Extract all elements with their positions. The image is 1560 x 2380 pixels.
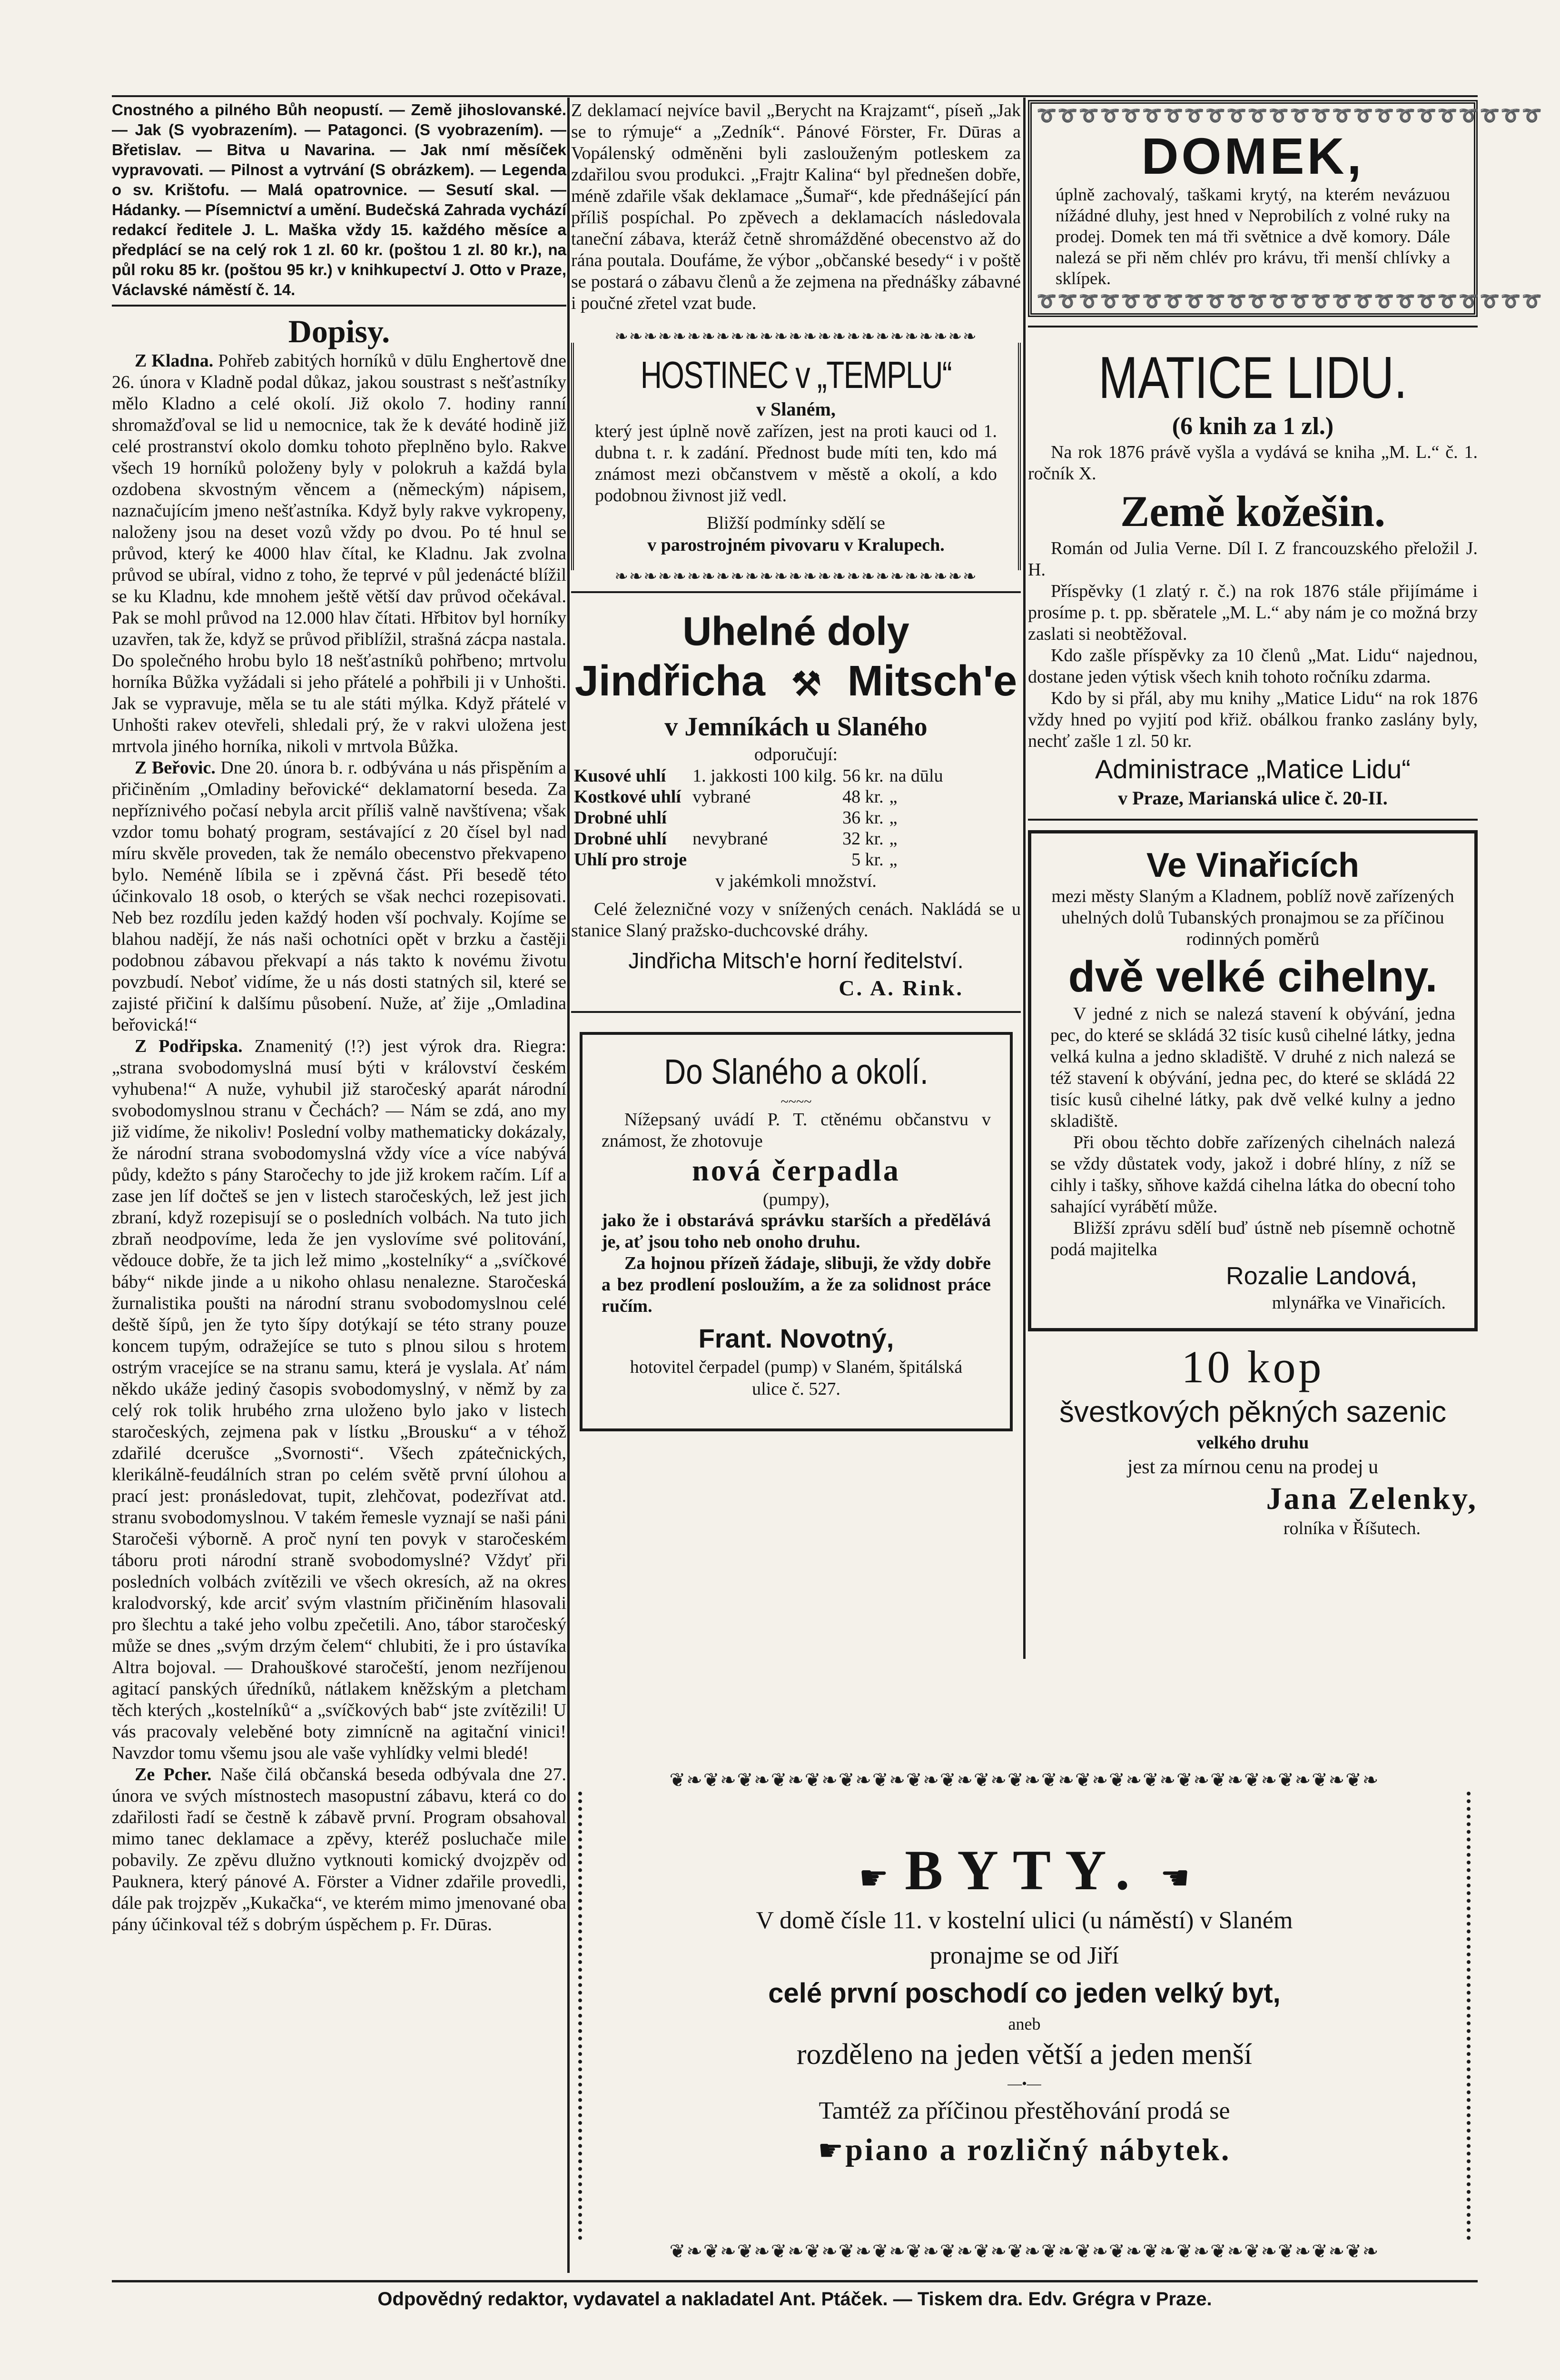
- coal-price-row: [571, 849, 946, 870]
- cihelny-big: dvě velké cihelny.: [1068, 952, 1438, 1001]
- ad-kop: [1028, 1341, 1478, 1539]
- uhelne-title: Uhelné doly: [682, 609, 909, 654]
- cihelny-text2: V jedné z nich se nalezá stavení k obývání, jedna pec, do které se skládá 32 tisíc kusů cihelné látky, jedna velká kulna a jedno skladiště. V druhé z nich nalezá se též stavení k obývání, jedna pec, do které se skládá 22 tisíc kusů cihelné látky, pak dvě velké kulny a jedno skladiště.: [1050, 1004, 1455, 1131]
- tilde-flourish: ~~~~: [780, 1094, 812, 1110]
- kop-line3: jest za mírnou cenu na prodej u: [1127, 1456, 1379, 1478]
- matice-line5: Kdo by si přál, aby mu knihy „Matice Lidu“ na rok 1876 vždy hned po vyjití pod křiž. obálkou franko zaslány byly, nechť zašle 1 zl. 50 kr.: [1028, 688, 1478, 751]
- uhelne-note2: Celé železničné vozy v snížených cenách. Nakládá se u stanice Slaný pražsko-duchcovské dráhy.: [571, 899, 1021, 941]
- domek-title: DOMEK,: [1141, 127, 1364, 185]
- uhelne-signature: Jindřicha Mitsch'e horní ředitelství.: [628, 948, 964, 973]
- coal-location: „: [889, 850, 898, 870]
- coal-location: „: [889, 787, 898, 807]
- matice-line3: Příspěvky (1 zlatý r. č.) na rok 1876 stále přijímáme i prosíme p. t. pp. sběratele „M. L.“ aby nám je co možná brzy zaslati si neobtěžoval.: [1028, 581, 1478, 644]
- intro-paragraph: Cnostného a pilného Bůh neopustí. — Země jihoslovanské. — Jak (S vyobrazením). — Patagonci. (S vyobrazením). — Břetislav. — Bitva u Navarina. — Jak nmí měsíček vypravovati. — Pilnost a vytrvání (S obrázkem). — Legenda o sv. Krištofu. — Malá opatrovnice. — Sesutí skal. — Hádanky. — Písemnictví a umění. Budečská Zahrada vychází redakcí ředitele J. L. Maška vždy 15. každého měsíce a předplácí se na celý rok 1 zl. 60 kr. (poštou 1 zl. 80 kr.), na půl roku 85 kr. (poštou 95 kr.) v knihkupectví J. Otto v Praze, Václavské náměstí č. 14.: [112, 101, 566, 298]
- coal-type: Kostkové uhlí: [574, 787, 681, 807]
- cerpadla-text3: Za hojnou přízeň žádaje, slibuji, že vždy dobře a bez prodlení posloužím, a že za solidnost práce ručím.: [602, 1253, 991, 1316]
- domek-ornament-bottom: ➰➰➰➰➰➰➰➰➰➰➰➰➰➰➰➰➰➰➰➰➰➰➰➰: [1037, 292, 1543, 311]
- byty-line5: rozděleno na jeden větší a jeden menší: [796, 2038, 1253, 2071]
- byty-line2: pronajme se od Jiří: [929, 1942, 1119, 1969]
- coal-price-table: [571, 765, 946, 870]
- ornament-left: [571, 343, 582, 570]
- uhelne-place: v Jemníkách u Slaného: [664, 712, 928, 742]
- coal-type: Drobné uhlí: [574, 829, 667, 849]
- hammers-icon: ⚒: [791, 665, 821, 703]
- column-rule-2: [1023, 98, 1026, 1659]
- kop-line2: velkého druhu: [1196, 1433, 1309, 1453]
- byty-flourish: —•—: [1007, 2076, 1041, 2092]
- coal-price: 32 kr.: [842, 829, 884, 849]
- column-2: [571, 100, 1021, 1431]
- intro-divider: [112, 305, 566, 307]
- hostinec-sub: v Slaném,: [756, 398, 836, 420]
- kladno-place: Z Kladna.: [135, 351, 214, 371]
- ad-cerpadla: [580, 1032, 1013, 1431]
- footer-imprint: Odpovědný redaktor, vydavatel a nakladatel Ant. Ptáček. — Tiskem dra. Edv. Grégra v Praze.: [377, 2289, 1212, 2310]
- uhelne-signer: C. A. Rink.: [839, 976, 964, 1000]
- matice-price: (6 knih za 1 zl.): [1172, 413, 1334, 440]
- byty-line6: Tamtéž za příčinou přestěhování prodá se: [819, 2097, 1230, 2124]
- byty-last-row: [578, 2129, 1471, 2172]
- berovic-article: [112, 757, 566, 1036]
- pointing-hand-icon: ☛: [818, 2135, 844, 2166]
- hostinec-where: v parostrojném pivovaru v Kralupech.: [647, 535, 945, 555]
- coal-price-row: [571, 807, 946, 828]
- cerpadla-pumpy: (pumpy),: [762, 1190, 830, 1210]
- uhelne-note1: v jakémkoli množství.: [715, 871, 877, 891]
- berovic-place: Z Beřovic.: [135, 758, 216, 778]
- pointing-hand-right-icon: ☚: [1160, 1860, 1190, 1897]
- matice-admin: Administrace „Matice Lidu“: [1095, 754, 1411, 784]
- kop-name: Jana Zelenky,: [1266, 1481, 1478, 1516]
- divider-cerpadla: [571, 1011, 1021, 1013]
- kladno-article: [112, 350, 566, 757]
- matice-line4: Kdo zašle příspěvky za 10 členů „Mat. Lidu“ najednou, dostane jeden výtisk všech knih tohoto ročníku zdarma.: [1028, 645, 1478, 687]
- podripska-place: Z Podřipska.: [135, 1036, 243, 1056]
- pcher-text: Naše čilá občanská beseda odbývala dne 27. února ve svých místnostech masopustní zábavu, která co do zdařilosti řadí se čestně k zábavě první. Program obsahoval mimo tanec deklamace a zpěvy, kteréž posluchače mile pobavily. Ze zpěvu dlužno vytknouti komický dvojzpěv od Pauknera, který pánové A. Förster a Vidner zdařile provedli, dále pak trojzpěv „Kukačka“, ve kterém mimo jmenované oba pány účinkoval též s dobrým úspěchem p. Fr. Dūras.: [112, 1765, 567, 1934]
- dopisy-heading: Dopisy.: [288, 313, 390, 349]
- uhelne-name: Jindřicha: [574, 657, 765, 705]
- divider-matice: [1028, 326, 1478, 327]
- ornament-bottom: ❧❧❧❧❧❧❧❧❧❧❧❧❧❧❧❧❧❧❧❧❧❧❧❧❧: [614, 567, 977, 586]
- ad-byty: [578, 1771, 1471, 2261]
- coal-location: „: [889, 829, 898, 849]
- cerpadla-title: Do Slaného a okolí.: [664, 1052, 928, 1091]
- ornament-right: [1010, 343, 1021, 570]
- coal-type: Drobné uhlí: [574, 808, 667, 828]
- cerpadla-big: nová čerpadla: [692, 1153, 900, 1187]
- ornament-top: ❧❧❧❧❧❧❧❧❧❧❧❧❧❧❧❧❧❧❧❧❧❧❧❧❧: [614, 327, 977, 346]
- ad-uhelne: [571, 607, 1021, 1002]
- ad-domek: [1028, 100, 1543, 317]
- column-1: [112, 100, 566, 1935]
- berovic-text: Dne 20. února b. r. odbývána u nás přispěním a přičiněním „Omladiny beřovické“ deklamatorní beseda. Za nepříznivého počasí nebyla arcit příliš valně navštívena; však vzdor tomu bohatý program, sestávající z 20 čísel byl nad míru skvěle proveden, tak že nemálo obecenstvo překvapeno bylo. Neméně líbila se i zpěvná část. Při besedě této účinkovalo 18 osob, o kterých se však nechci rozepisovati. Neb bez rozdílu jeden každý hoden vší pochvaly. Kojíme se blahou nadějí, že nás naši ochotníci opět v brzku a častěji podobnou zábavou překvapí a nás takto k novému životu povzbudí. Neboť vidíme, že u nás dosti statných sil, které se zajisté přičiní k dalšímu působení. Nuže, ať žije „Omladina beřovická!“: [112, 758, 567, 1035]
- byty-line1: V domě čísle 11. v kostelní ulici (u náměstí) v Slaném: [756, 1907, 1293, 1934]
- coal-price: 36 kr.: [842, 808, 884, 828]
- podripska-article: [112, 1036, 566, 1764]
- byty-line7: piano a rozličný nábytek.: [845, 2132, 1231, 2167]
- byty-line4: aneb: [1008, 2014, 1041, 2033]
- domek-text: úplně zachovalý, taškami krytý, na kterém nevázuou nížádné dluhy, jest hned v Neprobilích z volné ruky na prodej. Domek ten má tři světnice a dvě komory. Dále nalezá se při něm chlév pro krávu, tři menší chlívky a sklípek.: [1056, 185, 1450, 288]
- hostinec-info: Bližší podmínky sdělí se: [707, 513, 885, 533]
- matice-book: Země kožešin.: [1120, 487, 1386, 536]
- byty-border-right: [1458, 1792, 1471, 2240]
- coal-price-row: [571, 786, 946, 807]
- coal-price-row: [571, 765, 946, 786]
- uhelne-name2: Mitsch'e: [847, 657, 1017, 705]
- byty-border-left: [578, 1792, 591, 2240]
- kop-line1: švestkových pěkných sazenic: [1059, 1396, 1447, 1428]
- matice-addr: v Praze, Marianská ulice č. 20-II.: [1118, 787, 1388, 809]
- cihelny-role: mlynářka ve Vinařicích.: [1272, 1293, 1446, 1313]
- kladno-text: Pohřeb zabitých horníků v dūlu Enghertově dne 26. února v Kladně podal důkaz, jakou soustrast s nešťastníky mělo Kladno a celé okolí. Již okolo 7. hodiny ranní shromažďoval se lid u nemocnice, tak že k deváté hodině již celé prostranství okolo domku tohoto přeplněno bylo. Rakve všech 19 horníků položeny byly v polokruh a každá byla ozdobena skvostným věncem a (německým) nápisem, naznačujícím jmeno nešťastníka. Když byly rakve vykropeny, naloženy jsou na deset vozů vždy po dvou. Po té hnul se průvod, který ke 4000 hlav čítal, ke Kladnu. Jak zvolna průvod se ubíral, vidno z toho, že teprvé v půl jedenácté blížil se ku Kladnu, kde mnohem ještě větší dav průvod očekával. Pak se mohl průvod na 12.000 hlav čítati. Hřbitov byl horníky uzavřen, tak že, když se průvod přiblížil, strašná zácpa nastala. Do společného hrobu bylo 18 nešťastníků pohřbeno; mrtvolu horníka Bůžka vyžádali si jeho přátelé a pohřbili ji v Unhošti. Jak se vypravuje, měla se tu ale státi mýlka. Když přátelé v Unhošti rakev otevřeli, shledali prý, že v rakvi uložena jest mrtvola jiného horníka, nikoli v mrtvola Bůžka.: [112, 351, 566, 756]
- coal-quality: [690, 807, 839, 828]
- kop-role: rolníka v Říšutech.: [1283, 1518, 1421, 1538]
- cihelny-text1: mezi městy Slaným a Kladnem, poblíž nově zařízených uhelných dolů Tubanských pronajmou se za příčinou rodinných poměrů: [1051, 886, 1454, 949]
- coal-price-row: [571, 828, 946, 849]
- cihelny-name: Rozalie Landová,: [1226, 1262, 1417, 1290]
- cerpadla-addr: hotovitel čerpadel (pump) v Slaném, špitálská ulice č. 527.: [630, 1357, 963, 1399]
- coal-quality: nevybrané: [692, 829, 768, 849]
- domek-ornament-top: ➰➰➰➰➰➰➰➰➰➰➰➰➰➰➰➰➰➰➰➰➰➰➰➰: [1037, 106, 1543, 125]
- byty-title-row: [578, 1837, 1471, 1903]
- coal-quality: vybrané: [692, 787, 751, 807]
- pointing-hand-left-icon: ☛: [859, 1860, 889, 1897]
- coal-type: Uhlí pro stroje: [574, 850, 687, 870]
- coal-type: Kusové uhlí: [574, 766, 666, 786]
- coal-quality: [690, 849, 839, 870]
- column-3: [1028, 100, 1543, 1539]
- coal-location: na dūlu: [889, 766, 943, 786]
- divider-uhelne: [571, 591, 1021, 593]
- hostinec-title: HOSTINEC v „TEMPLU“: [640, 354, 952, 396]
- pcher-continuation: Z deklamací nejvíce bavil „Berycht na Krajzamt“, píseň „Jak se to rýmuje“ a „Zedník“. Pánové Förster, Fr. Dūras a Vopálenský odměněni byli zaslouženým potleskem za zdařilou svou produkci. „Frajtr Kalina“ byl přednešen dobře, méně zdařile však deklamace „Šumař“, kde přednášející pán příliš pospíchal. Po zpěvech a deklamacích následovala taneční zábava, kteráž četně shromážděné obecenstvo až do rána poutala. Doufáme, že výbor „občanské besedy“ i v poště se postará o zábavu členů a že zejmena na přednášky zábavné i poučné zřetel vzat bude.: [571, 100, 1021, 313]
- matice-section: [1028, 345, 1478, 810]
- coal-quality: 1. jakkosti 100 kilg.: [692, 766, 837, 786]
- cihelny-title: Ve Vinařicích: [1146, 846, 1359, 884]
- bottom-rule: [112, 2280, 1478, 2282]
- pcher-place: Ze Pcher.: [135, 1765, 212, 1785]
- podripska-text: Znamenitý (!?) jest výrok dra. Riegra: „strana svobodomyslná musí býti v království českém vyhubena!“ A nuže, vyhubil již staročeský aparát národní svobodomyslnou stranu v Čechách? — Nám se zdá, ano my již vidíme, že nikoliv! Poslední volby mathematicky dokázaly, že národní strana svobodomyslná vždy více a více nabývá půdy, kdežto s pány Staročechy to jde již krokem račím. Líf a zase jen líf dočteš se jen v listech staročeských, lež jest jich zbraní, když rozepisují se o posledních volbách. Na tuto jich zbraň neodpovíme, leda že jen vyslovíme své politování, vědouce dobře, že ta jich lež mimo „kostelníky“ a „svíčkové báby“ nikde jinde a u nikoho ohlasu nenalezne. Staročeská žurnalistika poušti na národní stranu svobodomyslnou celé deště šípů, jen že tyto šípy dotýkají se této strany pouze koncem tupým, odražejíce se tuto s plnou silou s hrotem ostrým vracejíce se na stranu samu, která je vyslala. Ať nám někdo ukáže jediný časopis svobodomyslný, v němž by za celý rok tolik hrubého zrna uloženo bylo jako v listech staročeských, zejmena pak v lístku „Brousku“ a v téhož zdařilé dcerušce „Svornosti“. Všech zpátečnických, klerikálně-feudálních stran po celém světě první úlohou a prací jest: pronásledovat, tupit, zlehčovat, podezřívat atd. stranu svobodomyslnou. V takém řemesle vyznají se naši páni Staročeši výborně. A proč nyní ten povyk v staročeském táboru proti národní straně svobodomyslné? Vždyť při posledních volbách zvítězili ve všech okresích, až na okres kralodvorský, kde arciť svým vlastním přičiněním hlasovali pro šlechtu a také jeho volbu zpečetili. Ano, tábor staročeský může se dnes „svým drzým čelem“ chlubiti, že i pro ústavíka Altra bojoval. — Drahouškové staročeští, jenom nezříjenou agitací panských úředníků, nátlakem kněžským a pletcham těch kterých „kostelníků“ a „svíčkových bab“ jste zvítězili! U vás pracovaly veleběné boty zimnícně na agitační vinici! Navzdor tomu všemu jsou ale vaše vyhlídky velmi bledé!: [112, 1036, 567, 1763]
- divider-cihelny: [1028, 819, 1478, 821]
- cihelny-text3: Při obou těchto dobře zařízených cihelnách nalezá se vždy důstatek vody, jakož i dobré hlíny, z níž se cihly i tašky, sňhove každá cihelna látka do obecní toho sahající vyrábětí může.: [1050, 1132, 1455, 1217]
- byty-ornament-top: ❦❧❦❧❦❧❦❧❦❧❦❧❦❧❦❧❦❧❦❧❦❧❦❧❦❧❦❧❦❧❦❧❦❧❦❧❦❧❦❧❦❧: [669, 1769, 1380, 1791]
- coal-price: 56 kr.: [842, 766, 884, 786]
- matice-title: MATICE LIDU.: [1098, 345, 1407, 411]
- coal-price: 5 kr.: [851, 850, 884, 870]
- coal-location: „: [889, 808, 898, 828]
- uhelne-sub: odporučují:: [754, 744, 838, 764]
- byty-ornament-bottom: ❦❧❦❧❦❧❦❧❦❧❦❧❦❧❦❧❦❧❦❧❦❧❦❧❦❧❦❧❦❧❦❧❦❧❦❧❦❧❦❧❦❧: [669, 2241, 1380, 2262]
- cihelny-text4: Bližší zprávu sdělí buď ústně neb písemně ochotně podá majitelka: [1050, 1218, 1455, 1259]
- cerpadla-text1: Nížepsaný uvádí P. T. ctěnému občanstvu v známost, že zhotovuje: [602, 1110, 991, 1151]
- byty-title: BYTY.: [905, 1838, 1144, 1902]
- byty-line3: celé první poschodí co jeden velký byt,: [768, 1978, 1281, 2009]
- cerpadla-text2: jako že i obstarává správku starších a předělává je, ať jsou toho neb onoho druhu.: [602, 1210, 991, 1252]
- top-rule: [112, 95, 1478, 97]
- matice-line2: Román od Julia Verne. Díl I. Z francouzského přeložil J. H.: [1028, 538, 1478, 580]
- matice-line1: Na rok 1876 právě vyšla a vydává se kniha „M. L.“ č. 1. ročník X.: [1028, 442, 1478, 484]
- ad-cihelny: [1028, 830, 1478, 1331]
- cerpadla-name: Frant. Novotný,: [698, 1323, 894, 1353]
- pcher-article: [112, 1764, 566, 1935]
- ad-hostinec: [571, 328, 1021, 585]
- coal-price: 48 kr.: [842, 787, 884, 807]
- uhelne-name-row: [571, 655, 1021, 710]
- column-rule-1: [567, 98, 570, 2273]
- kop-title: 10 kop: [1181, 1341, 1324, 1392]
- hostinec-text: který jest úplně nově zařízen, jest na proti kauci od 1. dubna t. r. k zadání. Přednost bude míti ten, kdo má známost mezi občanstvem v městě a okolí, a kdo podobnou živnost již vedl.: [595, 421, 997, 506]
